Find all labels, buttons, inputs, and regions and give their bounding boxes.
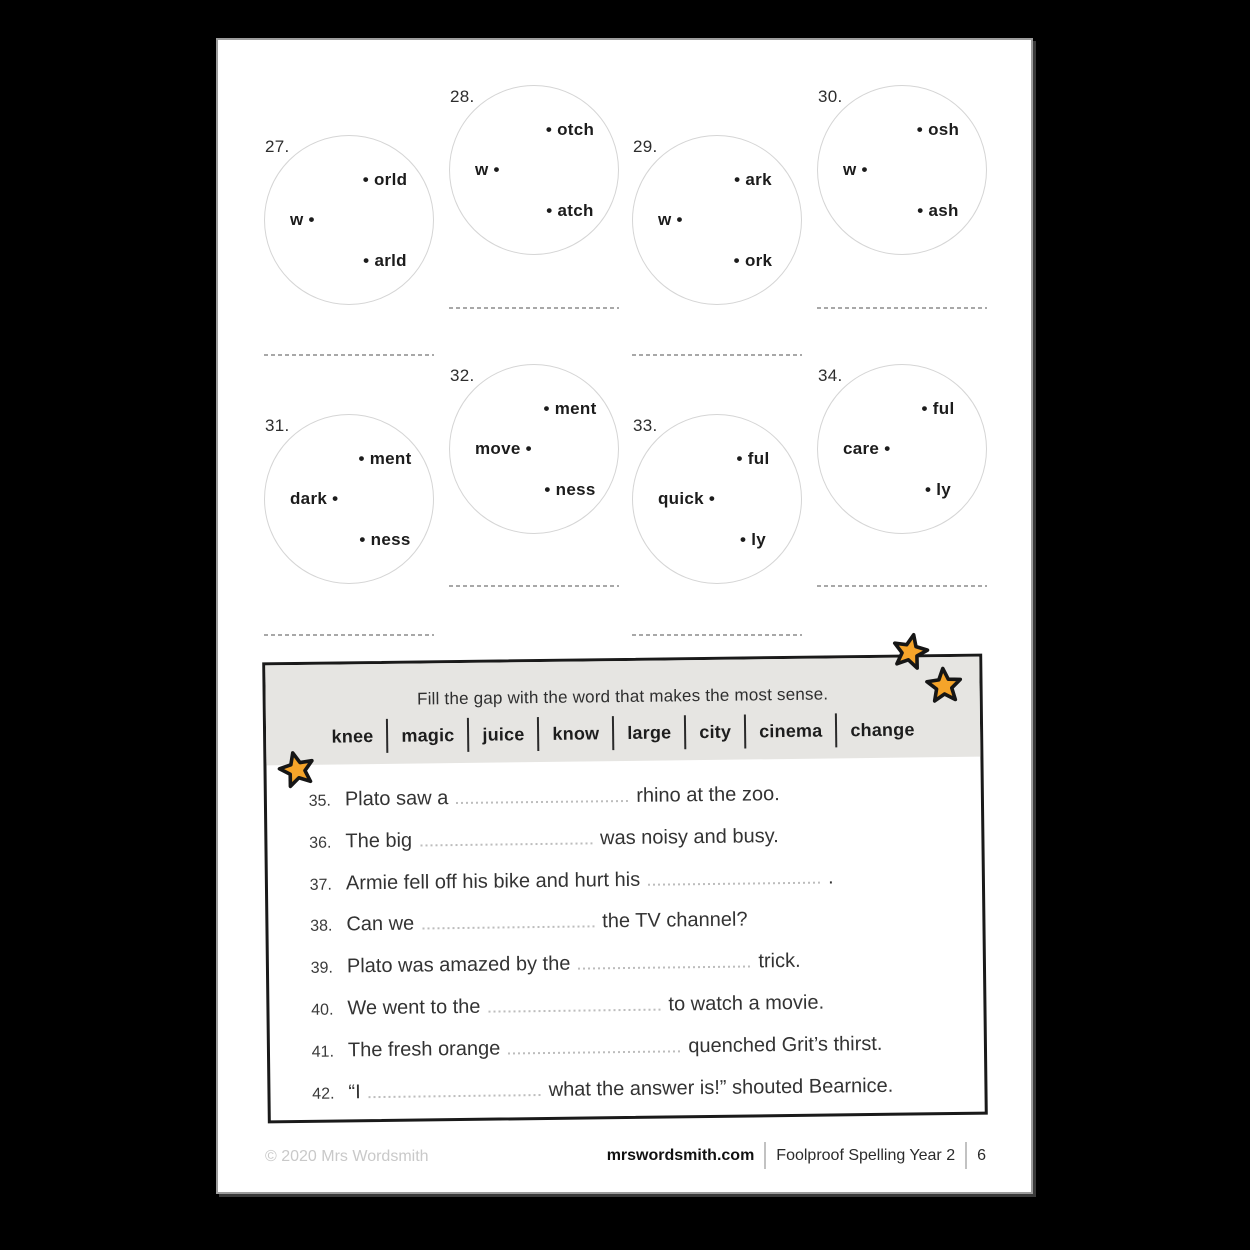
wheel-suffix-top: • orld — [362, 170, 408, 189]
wheel-suffix-bottom: • arld — [363, 251, 407, 270]
sentence-text-before: “I — [348, 1081, 361, 1104]
wheel-suffix-top: • ment — [543, 399, 597, 418]
fill-blank — [420, 829, 592, 846]
sentence-text-before: The fresh orange — [347, 1037, 501, 1062]
wheel-suffix-bottom: • ly — [739, 530, 767, 549]
answer-line — [264, 634, 434, 636]
word-bank-word: juice — [482, 723, 525, 745]
word-bank-word: cinema — [759, 720, 823, 741]
fill-gap-panel — [262, 654, 988, 1124]
panel-header-band — [265, 657, 980, 766]
wheel-suffix-bottom: • ness — [359, 530, 411, 549]
wheel-stem: w • — [843, 160, 868, 179]
sentence-text-after: trick. — [758, 949, 801, 973]
sentence-row — [269, 950, 801, 979]
fill-blank — [488, 996, 660, 1013]
instruction-text: Fill the gap with the word that makes the most sense. — [416, 684, 829, 709]
fill-blank — [648, 869, 820, 886]
copyright-text: © 2020 Mrs Wordsmith — [265, 1148, 429, 1165]
booklet-title: Foolproof Spelling Year 2 — [776, 1146, 956, 1164]
sentence-row — [268, 909, 747, 938]
wheel-stem: w • — [290, 210, 315, 229]
worksheet-page — [216, 38, 1033, 1194]
sentence-row — [270, 1033, 883, 1063]
sentence-text-after: . — [827, 866, 834, 889]
sentence-text-after: the TV channel? — [602, 908, 748, 933]
wheel-suffix-top: • ful — [736, 449, 770, 468]
sentence-text-before: Armie fell off his bike and hurt his — [345, 868, 641, 895]
sentence-row — [268, 866, 834, 896]
wheel-number: 27. — [265, 137, 290, 156]
word-bank-word: change — [850, 718, 915, 740]
wheel-number: 28. — [450, 87, 475, 106]
sentence-text-before: We went to the — [347, 995, 481, 1020]
wheel-suffix-bottom: • ly — [924, 480, 952, 499]
word-bank-word: large — [627, 721, 672, 743]
wheel-stem: w • — [658, 210, 683, 229]
wheel-number: 34. — [818, 366, 843, 385]
page-number: 6 — [977, 1146, 986, 1164]
star-icon — [923, 665, 966, 708]
word-bank-word: knee — [331, 725, 374, 747]
answer-line — [632, 634, 802, 636]
wheel-suffix-top: • ment — [358, 449, 412, 468]
sentence-row — [270, 1075, 893, 1106]
fill-blank — [456, 787, 628, 804]
wheel-suffix-bottom: • ork — [733, 251, 773, 270]
sentence-text-after: was noisy and busy. — [599, 825, 779, 850]
fill-blank — [508, 1037, 680, 1054]
wheel-suffix-top: • osh — [916, 120, 960, 139]
sentence-text-before: The big — [345, 829, 413, 853]
sentence-text-after: rhino at the zoo. — [636, 783, 780, 807]
word-bank-word: know — [552, 722, 600, 744]
answer-line — [817, 307, 987, 309]
sentence-number: 38. — [310, 917, 333, 935]
fill-blank — [422, 912, 594, 929]
word-wheel-32 — [449, 364, 619, 534]
answer-line — [632, 354, 802, 356]
word-wheel-31 — [264, 414, 434, 584]
page-footer-meta — [607, 1142, 986, 1169]
sentence-number: 37. — [309, 876, 333, 894]
word-wheel-29 — [632, 135, 802, 305]
sentence-row — [267, 783, 780, 812]
wheel-suffix-bottom: • ness — [544, 480, 596, 499]
word-bank-word: city — [699, 721, 732, 742]
sentence-number: 42. — [312, 1085, 335, 1103]
sentence-text-after: to watch a movie. — [668, 991, 825, 1016]
word-wheel-27 — [264, 135, 434, 305]
sentence-text-before: Can we — [346, 912, 415, 936]
sentence-number: 35. — [308, 792, 332, 810]
sentence-number: 41. — [311, 1043, 335, 1061]
sentence-number: 36. — [309, 834, 332, 852]
wheel-stem: dark • — [290, 489, 339, 508]
word-bank-word: magic — [401, 724, 455, 746]
sentence-number: 39. — [310, 959, 334, 977]
sentence-text-after: what the answer is!” shouted Bearnice. — [548, 1074, 894, 1101]
wheel-stem: w • — [475, 160, 500, 179]
sentence-row — [267, 825, 779, 854]
sentence-text-before: Plato was amazed by the — [346, 952, 571, 978]
wheel-suffix-bottom: • atch — [546, 201, 594, 220]
fill-blank — [369, 1081, 541, 1098]
site-link: mrswordsmith.com — [606, 1146, 755, 1164]
wheel-stem: quick • — [658, 489, 716, 508]
wheel-number: 30. — [818, 87, 843, 106]
sentence-text-before: Plato saw a — [344, 787, 449, 811]
answer-line — [449, 307, 619, 309]
word-wheel-30 — [817, 85, 987, 255]
word-wheel-28 — [449, 85, 619, 255]
wheel-stem: move • — [475, 439, 532, 458]
word-wheel-33 — [632, 414, 802, 584]
footer-divider — [965, 1142, 967, 1169]
wheel-suffix-bottom: • ash — [917, 201, 959, 220]
wheel-number: 33. — [633, 416, 658, 435]
wheel-number: 32. — [450, 366, 475, 385]
fill-blank — [578, 952, 750, 969]
sentence-row — [269, 992, 824, 1022]
answer-line — [817, 585, 987, 587]
answer-line — [264, 354, 434, 356]
sentence-text-after: quenched Grit’s thirst. — [688, 1032, 883, 1058]
wheel-number: 31. — [265, 416, 290, 435]
wheel-number: 29. — [633, 137, 658, 156]
wheel-suffix-top: • ful — [921, 399, 955, 418]
word-bank — [266, 709, 980, 758]
wheel-suffix-top: • otch — [545, 120, 595, 139]
wheel-stem: care • — [843, 439, 891, 458]
wheel-suffix-top: • ark — [734, 170, 772, 189]
answer-line — [449, 585, 619, 587]
word-wheel-34 — [817, 364, 987, 534]
sentence-number: 40. — [311, 1001, 334, 1019]
footer-divider — [764, 1142, 766, 1169]
